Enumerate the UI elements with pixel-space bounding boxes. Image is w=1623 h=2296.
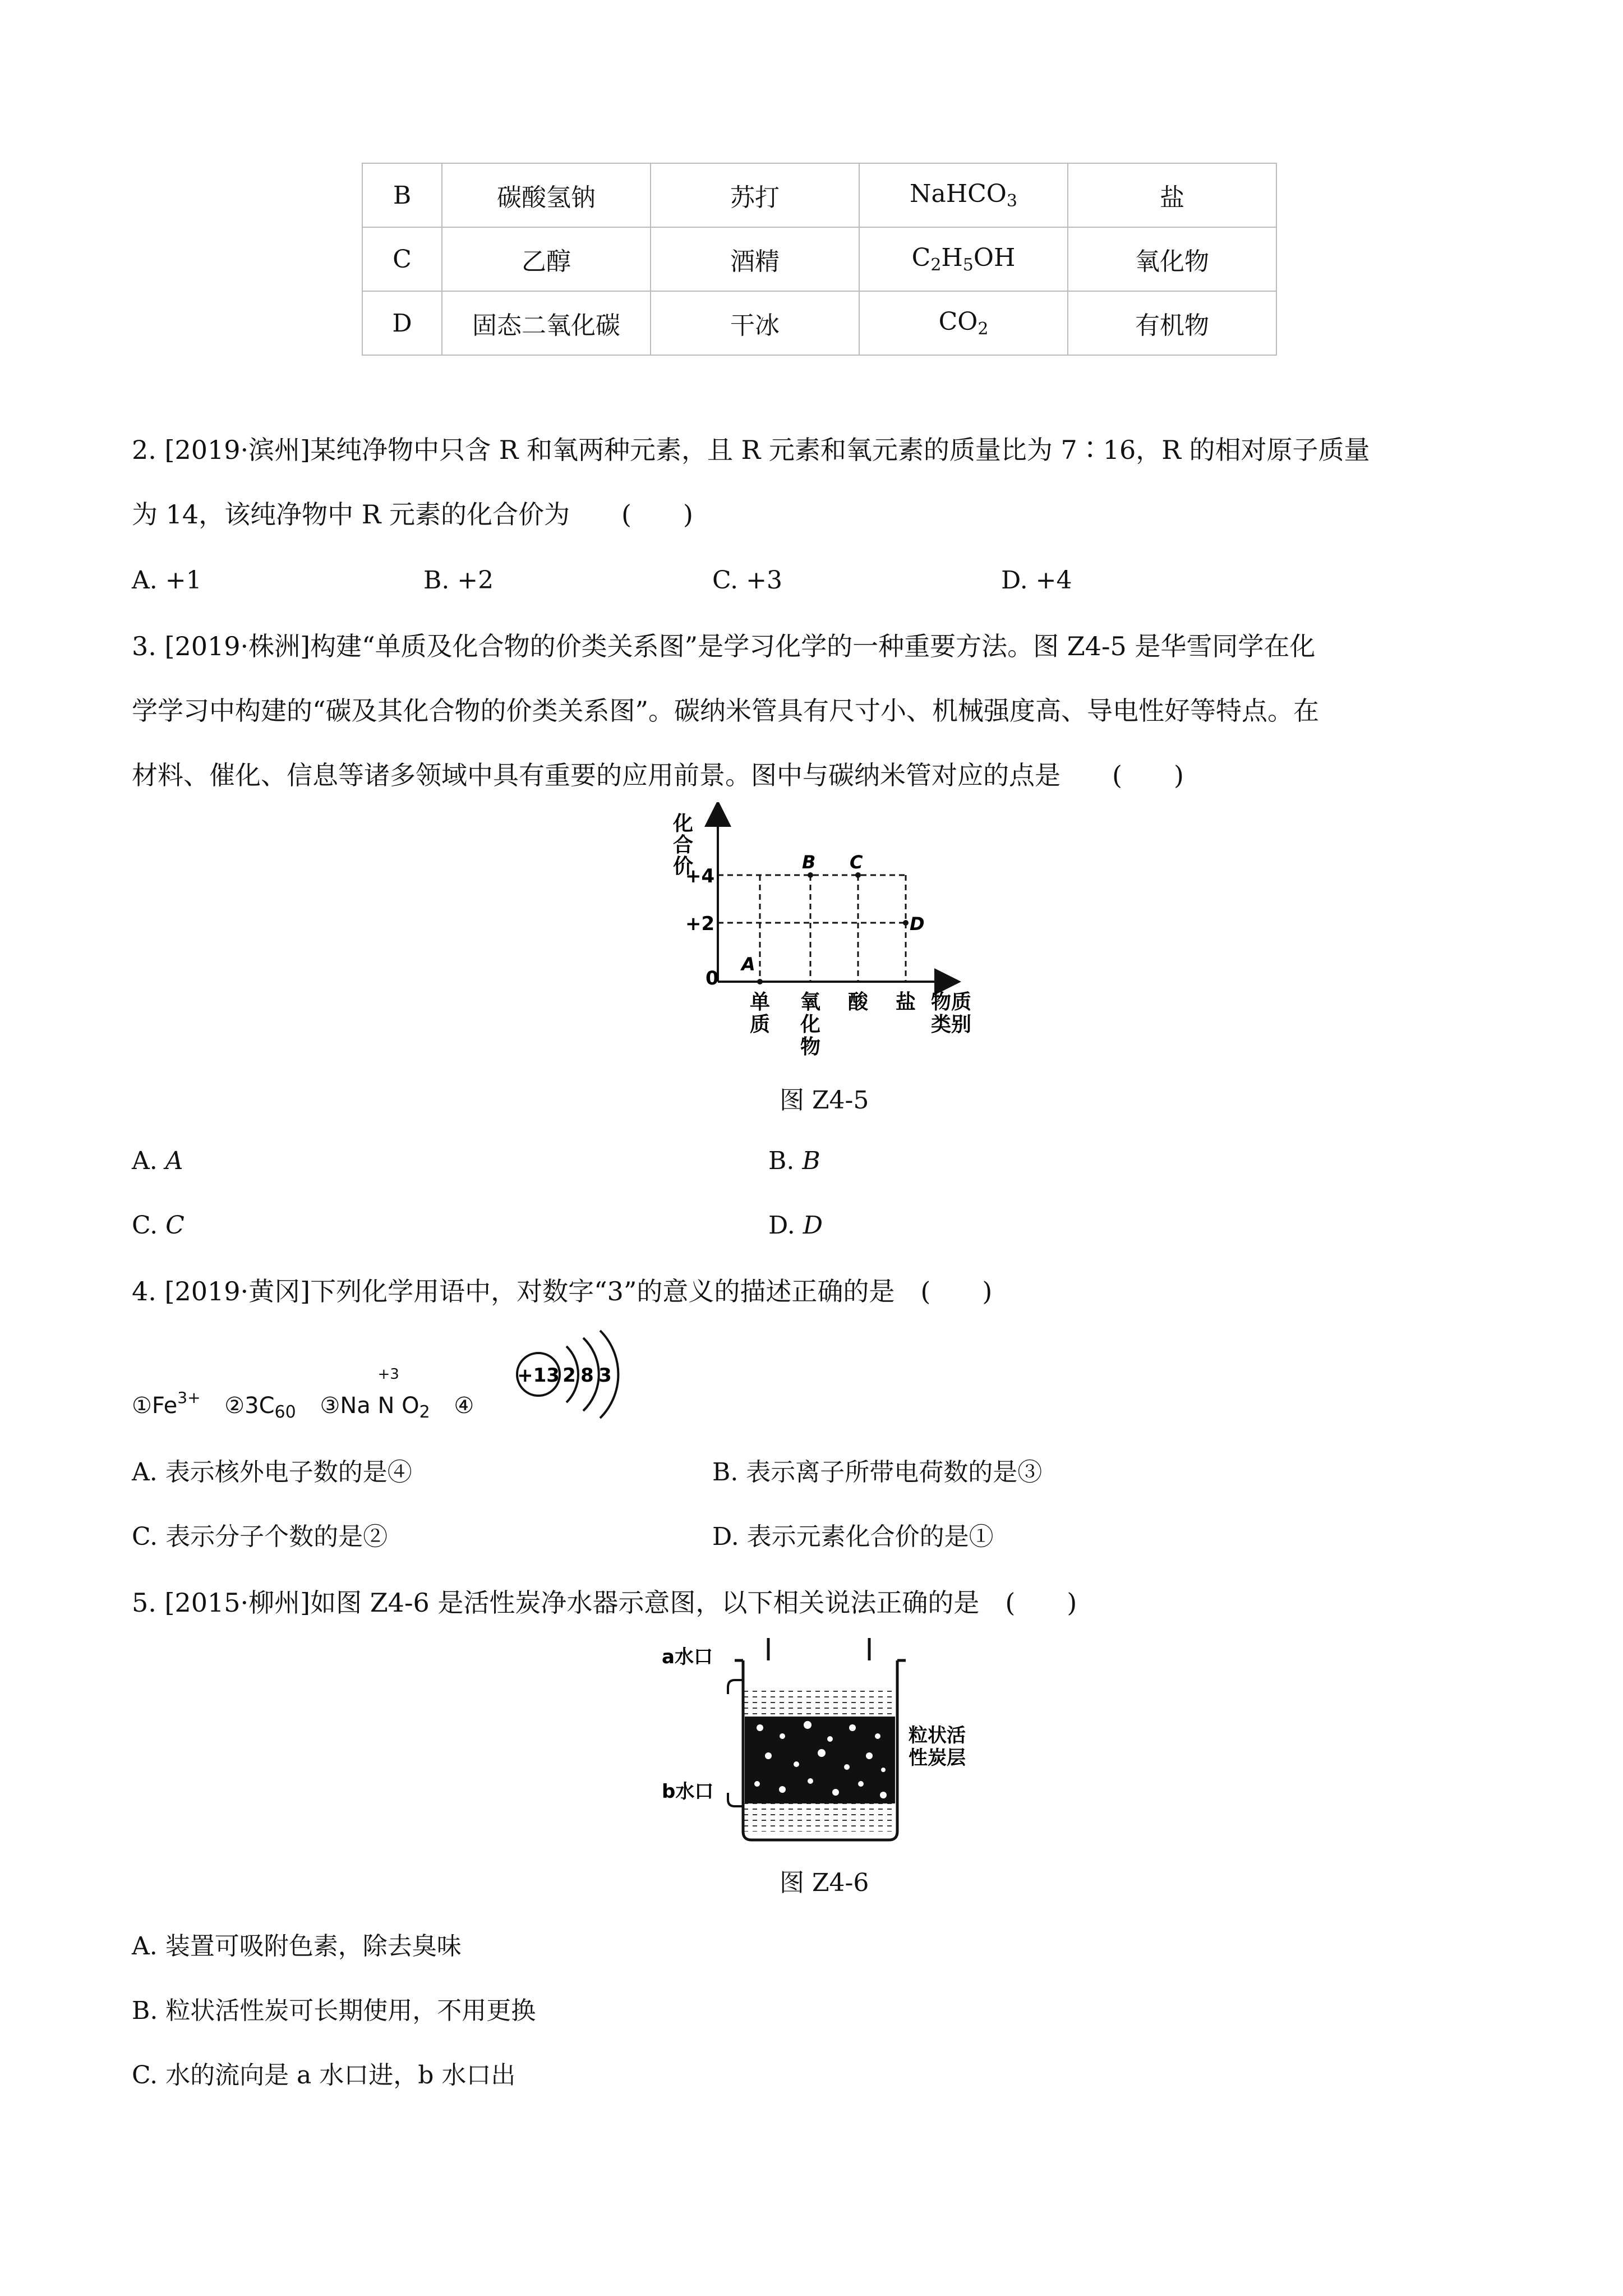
chemical-symbols-row: $①Fe^{3+}$ $②3C_{60}$ ③Na +3 N $O_2$ ④ bbox=[132, 1366, 474, 1422]
figure-caption-z4-5: 图 Z4-5 bbox=[780, 1086, 869, 1115]
water-outlet-b-pipe bbox=[728, 1793, 743, 1806]
q2-option-c[interactable]: C. +3 bbox=[712, 566, 782, 595]
x-tick-label: 酸 bbox=[847, 991, 869, 1014]
question-2-line-1: 2. [2019·滨州]某纯净物中只含 R 和氧两种元素，且 R 元素和氧元素的质量比为 7∶16，R 的相对原子质量 bbox=[132, 435, 1370, 465]
table-cell-option: C bbox=[362, 227, 442, 291]
q3-option-c[interactable]: C. C bbox=[132, 1211, 185, 1240]
table-cell-name: 碳酸氢钠 bbox=[442, 163, 651, 227]
table-cell-option: B bbox=[362, 163, 442, 227]
table-cell-name: 固态二氧化碳 bbox=[442, 291, 651, 355]
y-label-char: 化 bbox=[673, 812, 694, 835]
q5-option-c[interactable]: C. 水的流向是 a 水口进，b 水口出 bbox=[132, 2061, 516, 2090]
x-axis-label: 物质 bbox=[931, 991, 972, 1014]
table-cell-category: 有机物 bbox=[1068, 291, 1276, 355]
x-tick-label: 质 bbox=[749, 1013, 771, 1036]
q2-option-d[interactable]: D. +4 bbox=[1001, 566, 1072, 595]
valence-mark: +3 bbox=[377, 1366, 399, 1383]
q5-option-a[interactable]: A. 装置可吸附色素，除去臭味 bbox=[132, 1932, 462, 1961]
q4-option-a[interactable]: A. 表示核外电子数的是④ bbox=[132, 1458, 412, 1487]
table-row bbox=[362, 163, 1276, 227]
activated-carbon-filter-diagram bbox=[662, 1638, 976, 1851]
electron-shell-count: 8 bbox=[580, 1364, 594, 1387]
q3-option-b[interactable]: B. B bbox=[768, 1147, 820, 1175]
point-label: A bbox=[741, 954, 755, 975]
table-row bbox=[362, 291, 1276, 355]
q3-option-d[interactable]: D. D bbox=[768, 1211, 823, 1240]
point-label: D bbox=[910, 913, 925, 935]
aluminum-atom-structure-diagram bbox=[513, 1324, 625, 1425]
inlet-a-label: a水口 bbox=[662, 1646, 713, 1668]
y-label-char: 价 bbox=[673, 855, 694, 878]
point-b-marker bbox=[808, 872, 813, 878]
carbon-layer-label: 性炭层 bbox=[909, 1747, 966, 1769]
water-inlet-a-pipe bbox=[728, 1680, 743, 1694]
carbon-layer-label: 粒状活 bbox=[909, 1724, 966, 1747]
table-cell-category: 盐 bbox=[1068, 163, 1276, 227]
q3-option-a[interactable]: A. A bbox=[132, 1147, 183, 1175]
table-row bbox=[362, 227, 1276, 291]
water-layer-top bbox=[743, 1688, 897, 1717]
electron-shell-count: 3 bbox=[598, 1364, 612, 1387]
nucleus-charge: +13 bbox=[517, 1364, 560, 1387]
table-cell-formula: $CO_2$ bbox=[859, 291, 1068, 355]
question-3-line-3: 材料、催化、信息等诸多领域中具有重要的应用前景。图中与碳纳米管对应的点是 ( ) bbox=[132, 760, 1184, 790]
question-5-line-1: 5. [2015·柳州]如图 Z4-6 是活性炭净水器示意图，以下相关说法正确的是 ( ) bbox=[132, 1588, 1077, 1618]
table-cell-common-name: 苏打 bbox=[651, 163, 859, 227]
table-cell-category: 氧化物 bbox=[1068, 227, 1276, 291]
question-3-line-1: 3. [2019·株洲]构建“单质及化合物的价类关系图”是学习化学的一种重要方法。图 Z4-5 是华雪同学在化 bbox=[132, 631, 1316, 661]
x-tick-label: 氧 bbox=[800, 991, 821, 1014]
q4-option-c[interactable]: C. 表示分子个数的是② bbox=[132, 1522, 388, 1551]
x-tick-label: 盐 bbox=[895, 991, 916, 1014]
table-cell-name: 乙醇 bbox=[442, 227, 651, 291]
q4-option-d[interactable]: D. 表示元素化合价的是① bbox=[712, 1522, 994, 1551]
electron-shell-count: 2 bbox=[562, 1364, 576, 1387]
valence-class-diagram bbox=[645, 802, 1015, 1066]
carbon-layer bbox=[745, 1717, 895, 1803]
x-axis-label: 类别 bbox=[931, 1013, 972, 1036]
q2-option-a[interactable]: A. +1 bbox=[132, 566, 202, 595]
table-cell-formula: $C_2H_5OH$ bbox=[859, 227, 1068, 291]
y-tick-label: 0 bbox=[706, 967, 719, 990]
table-cell-common-name: 干冰 bbox=[651, 291, 859, 355]
water-layer-bottom bbox=[743, 1803, 897, 1832]
point-label: B bbox=[802, 852, 816, 873]
point-c-marker bbox=[855, 872, 861, 878]
x-tick-label: 单 bbox=[749, 991, 771, 1014]
table-cell-option: D bbox=[362, 291, 442, 355]
q4-option-b[interactable]: B. 表示离子所带电荷数的是③ bbox=[712, 1458, 1043, 1487]
q2-option-b[interactable]: B. +2 bbox=[423, 566, 494, 595]
point-a-marker bbox=[757, 979, 763, 984]
outlet-b-label: b水口 bbox=[662, 1780, 714, 1803]
y-label-char: 合 bbox=[673, 834, 694, 857]
x-tick-label: 化 bbox=[800, 1013, 821, 1036]
question-3-line-2: 学学习中构建的“碳及其化合物的价类关系图”。碳纳米管具有尺寸小、机械强度高、导电性好等特点。在 bbox=[132, 696, 1320, 726]
y-tick-label: +2 bbox=[685, 913, 715, 935]
figure-caption-z4-6: 图 Z4-6 bbox=[780, 1869, 869, 1897]
q5-option-b[interactable]: B. 粒状活性炭可长期使用，不用更换 bbox=[132, 1996, 536, 2025]
y-tick-label: +4 bbox=[685, 865, 715, 887]
question-4-line-1: 4. [2019·黄冈]下列化学用语中，对数字“3”的意义的描述正确的是 ( ) bbox=[132, 1276, 993, 1306]
substance-table bbox=[362, 163, 1277, 356]
question-2-line-2: 为 14，该纯净物中 R 元素的化合价为 ( ) bbox=[132, 499, 693, 530]
table-cell-common-name: 酒精 bbox=[651, 227, 859, 291]
table-cell-formula: NaHCO$_3$ bbox=[859, 163, 1068, 227]
point-d-marker bbox=[903, 920, 909, 926]
point-label: C bbox=[850, 852, 863, 873]
x-tick-label: 物 bbox=[800, 1036, 821, 1059]
